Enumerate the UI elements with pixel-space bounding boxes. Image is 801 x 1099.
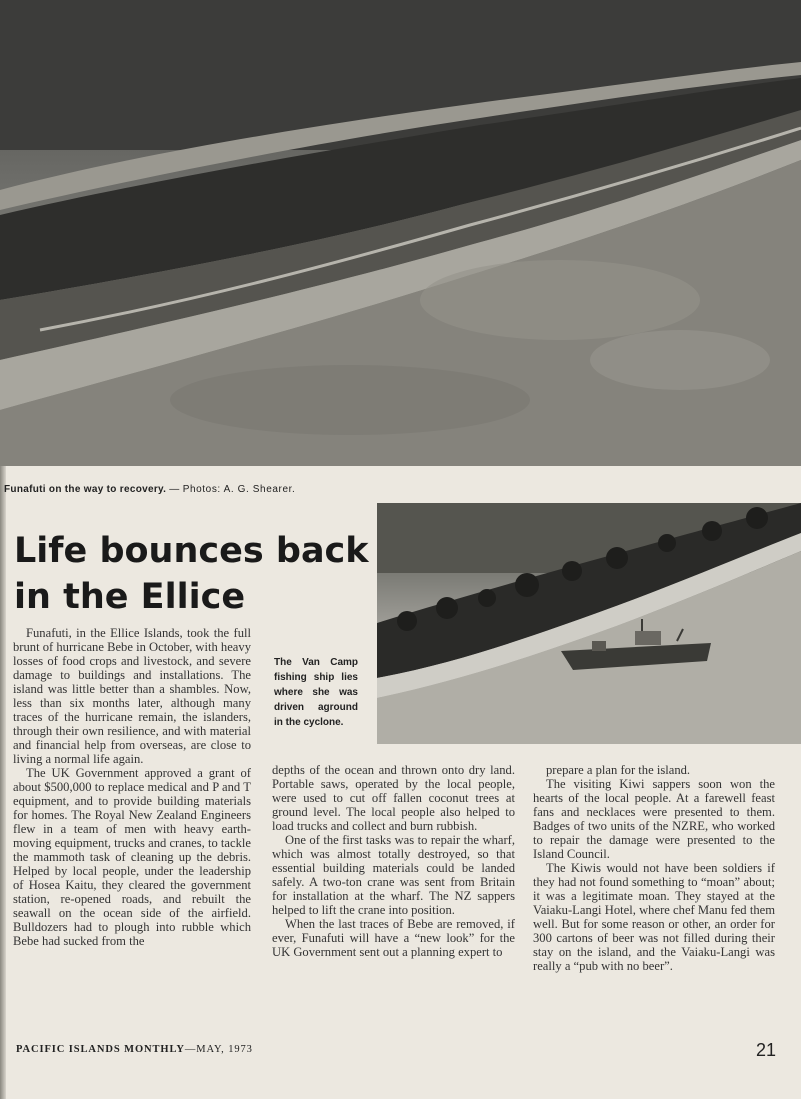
headline-line-1: Life bounces back [14, 531, 369, 571]
publication-footer [16, 1044, 253, 1055]
issue-date: —MAY, 1973 [184, 1044, 253, 1055]
article-column-2 [272, 763, 515, 959]
aerial-photo-funafuti [0, 0, 801, 466]
headline-line-2: in the Ellice [14, 577, 246, 617]
paragraph: Funafuti, in the Ellice Islands, took the full brunt of hurricane Bebe in October, with heavy losses of food crops and livestock, and severe damage to buildings and installations. The island was little better than a shambles. Now, less than six months later, although many traces of the hurricane remain, the islanders, through their own resilience, and with material and financial help from overseas, are close to living a normal life again. [13, 626, 251, 766]
paragraph: One of the first tasks was to repair the wharf, which was almost totally destroyed, so that essential building materials could be landed safely. A two-ton crane was sent from Britain for installation at the wharf. The NZ sappers helped to lift the crane into position. [272, 833, 515, 917]
caption-separator: — [166, 484, 183, 495]
page-number: 21 [756, 1040, 777, 1060]
paragraph: prepare a plan for the island. [546, 763, 691, 777]
photo-credit: Photos: A. G. Shearer. [182, 484, 296, 495]
publication-name: PACIFIC ISLANDS MONTHLY [16, 1044, 185, 1055]
photo-caption [4, 484, 295, 495]
paragraph: When the last traces of Bebe are removed, if ever, Funafuti will have a “new look” for the UK Government sent out a planning expert to [272, 917, 515, 959]
paragraph: The Kiwis would not have been soldiers if they had not found something to “moan” about; it was a legitimate moan. They stayed at the Vaiaku-Langi Hotel, where chef Manu fed them well. But for some reason or other, an order for 300 cartons of beer was not filled during their stay on the island, and the Vaiaku-Langi was really a “pub with no beer”. [533, 861, 775, 973]
article-column-1 [13, 626, 251, 948]
paragraph: The UK Government approved a grant of about $500,000 to replace medical and P and T equipment, and to provide building materials for homes. The Royal New Zealand Engineers flew in a team of men with heavy earth-moving equipment, trucks and cranes, to tackle the mammoth task of cleaning up the debris. Helped by local people, under the leadership of Hosea Kaitu, they cleared the government station, re-opened roads, and rebuilt the seawall on the ocean side of the airfield. Bulldozers had to plough into rubble which Bebe had sucked from the [13, 766, 251, 948]
paragraph: The visiting Kiwi sappers soon won the hearts of the local people. At a farewell feast fans and necklaces were presented to them. Badges of two units of the NZRE, who worked to repair the damage were presented to the Island Council. [533, 777, 775, 861]
ship-photo-caption: The Van Camp fishing ship lies where she was driven aground in the cyclone. [274, 657, 358, 728]
caption-label: Funafuti on the way to recovery. [4, 484, 167, 495]
article-column-3 [533, 763, 775, 973]
paragraph: depths of the ocean and thrown onto dry land. Portable saws, operated by the local people, were used to cut off fallen coconut trees at ground level. The local people also helped to load trucks and collect and burn rubbish. [272, 763, 515, 833]
article-headline [14, 528, 374, 620]
ship-aground-photo [377, 503, 801, 744]
